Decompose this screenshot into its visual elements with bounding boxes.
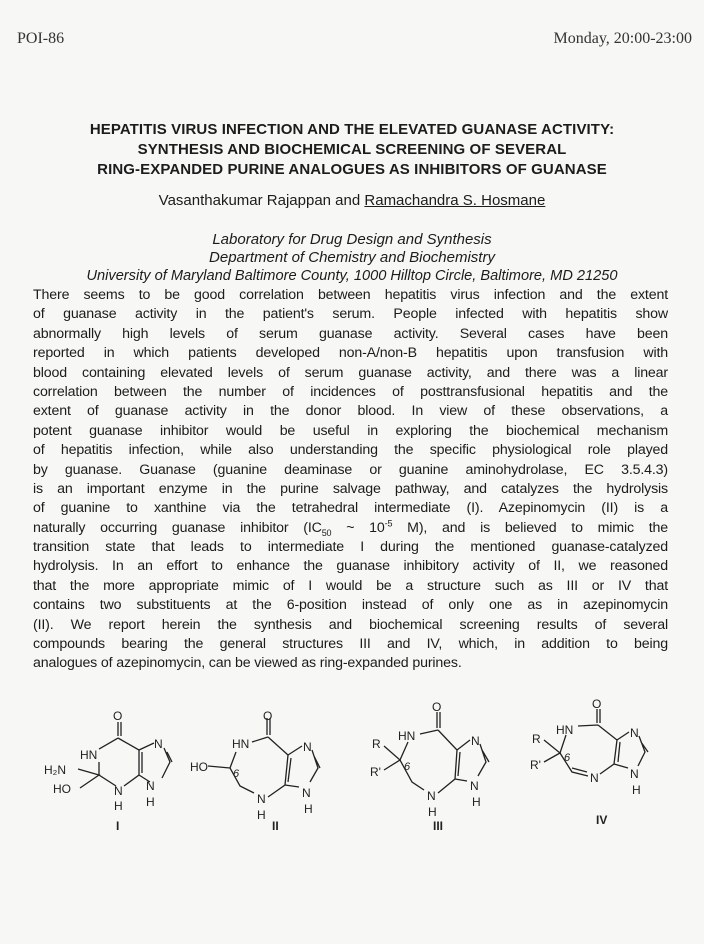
affiliation-lab: Laboratory for Drug Design and Synthesis: [212, 231, 492, 248]
svg-text:I: I: [116, 819, 120, 833]
poster-id: POI-86: [17, 30, 65, 47]
abstract-line: naturally occurring guanase inhibitor ($IC_{50}$ ~ $10^{-5}$ M), and is believed to mimic the: [33, 517, 668, 538]
abstract-line: is an important enzyme in the purine salvage pathway, and catalyzes the hydrolysis: [33, 480, 668, 497]
svg-text:N: N: [257, 792, 266, 806]
abstract: [33, 286, 668, 674]
svg-text:O: O: [592, 697, 602, 711]
svg-text:H: H: [257, 808, 266, 822]
title-line-2: SYNTHESIS AND BIOCHEMICAL SCREENING OF SEVERAL: [137, 141, 567, 158]
session-time: Monday, 20:00-23:00: [553, 30, 692, 47]
svg-text:II: II: [272, 819, 279, 833]
svg-text:O: O: [263, 709, 273, 723]
svg-text:III: III: [433, 819, 444, 833]
svg-text:H₂N: H₂N: [44, 763, 66, 777]
svg-text:N: N: [630, 726, 639, 740]
svg-text:H: H: [304, 802, 313, 816]
abstract-line: of hepatitis infection, while also understanding the specific physiological role played: [33, 442, 668, 459]
authors: [0, 192, 704, 210]
abstract-line: of guanase activity in the patient's serum. People infected with hepatitis show: [33, 306, 668, 323]
svg-text:H: H: [632, 783, 641, 797]
svg-text:H: H: [472, 795, 481, 809]
abstract-line: that the more appropriate mimic of I would be a structure such as III or IV that: [33, 577, 668, 594]
svg-text:HO: HO: [190, 760, 208, 774]
abstract-line: (II). We report herein the synthesis and biochemical screening results of several: [33, 616, 668, 633]
svg-text:N: N: [303, 740, 312, 754]
abstract-line: transition state that leads to intermediate I during the mentioned guanase-catalyzed: [33, 539, 668, 556]
author: Vasanthakumar Rajappan: [158, 192, 332, 209]
svg-text:HN: HN: [398, 729, 416, 743]
abstract-line: compounds bearing the general structures III and IV, which, in addition to being: [33, 636, 668, 653]
author-joiner: and: [331, 192, 365, 209]
svg-text:R': R': [370, 765, 381, 779]
abstract-line: by guanase. Guanase (guanine deaminase or guanine aminohydrolase, EC 3.5.4.3): [33, 461, 668, 478]
svg-text:6: 6: [233, 768, 240, 780]
abstract-line: blood containing elevated levels of serum guanase activity, and there was a linear: [33, 364, 668, 381]
svg-text:O: O: [432, 700, 442, 714]
svg-text:6: 6: [404, 761, 411, 773]
svg-text:N: N: [302, 786, 311, 800]
svg-text:HN: HN: [556, 723, 574, 737]
abstract-line: correlation between the number of incidences of posttransfusional hepatitis and the: [33, 383, 668, 400]
abstract-line: contains two substituents at the 6-position instead of only one as in azepinomycin: [33, 597, 668, 614]
svg-text:N: N: [114, 784, 123, 798]
abstract-line: hydrolysis. In an effort to enhance the guanase inhibitory activity of II, we reasoned: [33, 558, 668, 575]
chemical-structures: [0, 684, 704, 840]
svg-text:N: N: [590, 771, 599, 785]
abstract-line: potent guanase inhibitor would be useful in exploring the biochemical mechanism: [33, 422, 668, 439]
svg-text:N: N: [470, 779, 479, 793]
svg-text:IV: IV: [596, 813, 608, 827]
svg-text:R': R': [530, 758, 541, 772]
svg-text:HN: HN: [80, 748, 98, 762]
abstract-line: abnormally high levels of serum guanase activity. Several cases have been: [33, 325, 668, 342]
structure-III: [370, 700, 489, 833]
svg-text:R: R: [532, 732, 541, 746]
abstract-line: There seems to be good correlation between hepatitis virus infection and the extent: [33, 287, 668, 303]
svg-text:6: 6: [564, 752, 571, 764]
svg-text:N: N: [154, 737, 163, 751]
svg-text:N: N: [427, 789, 436, 803]
svg-text:N: N: [146, 779, 155, 793]
svg-text:HN: HN: [232, 737, 250, 751]
svg-text:R: R: [372, 737, 381, 751]
svg-text:N: N: [630, 767, 639, 781]
structure-II: [190, 709, 320, 833]
title-line-1: HEPATITIS VIRUS INFECTION AND THE ELEVATED GUANASE ACTIVITY:: [89, 121, 615, 138]
svg-text:H: H: [428, 805, 437, 819]
abstract-line: reported in which patients developed non-A/non-B hepatitis upon transfusion with: [33, 345, 668, 362]
title-line-3: RING-EXPANDED PURINE ANALOGUES AS INHIBITORS OF GUANASE: [97, 161, 607, 178]
abstract-line: analogues of azepinomycin, can be viewed as ring-expanded purines.: [33, 655, 462, 672]
svg-text:O: O: [113, 709, 123, 723]
abstract-line: extent of guanase activity in the donor blood. In view of these observations, a: [33, 403, 668, 420]
abstract-line: of guanine to xanthine via the tetrahedral intermediate (I). Azepinomycin (II) is a: [33, 500, 668, 517]
affiliation-univ: University of Maryland Baltimore County, 1000 Hilltop Circle, Baltimore, MD 21250: [86, 268, 618, 284]
affiliation-dept: Department of Chemistry and Biochemistry: [209, 249, 495, 266]
structure-I: [44, 709, 172, 833]
svg-text:H: H: [114, 799, 123, 813]
svg-text:N: N: [471, 734, 480, 748]
presenting-author: Ramachandra S. Hosmane: [364, 192, 546, 209]
structure-IV: [530, 697, 648, 827]
svg-text:H: H: [146, 795, 155, 809]
svg-text:HO: HO: [53, 782, 71, 796]
